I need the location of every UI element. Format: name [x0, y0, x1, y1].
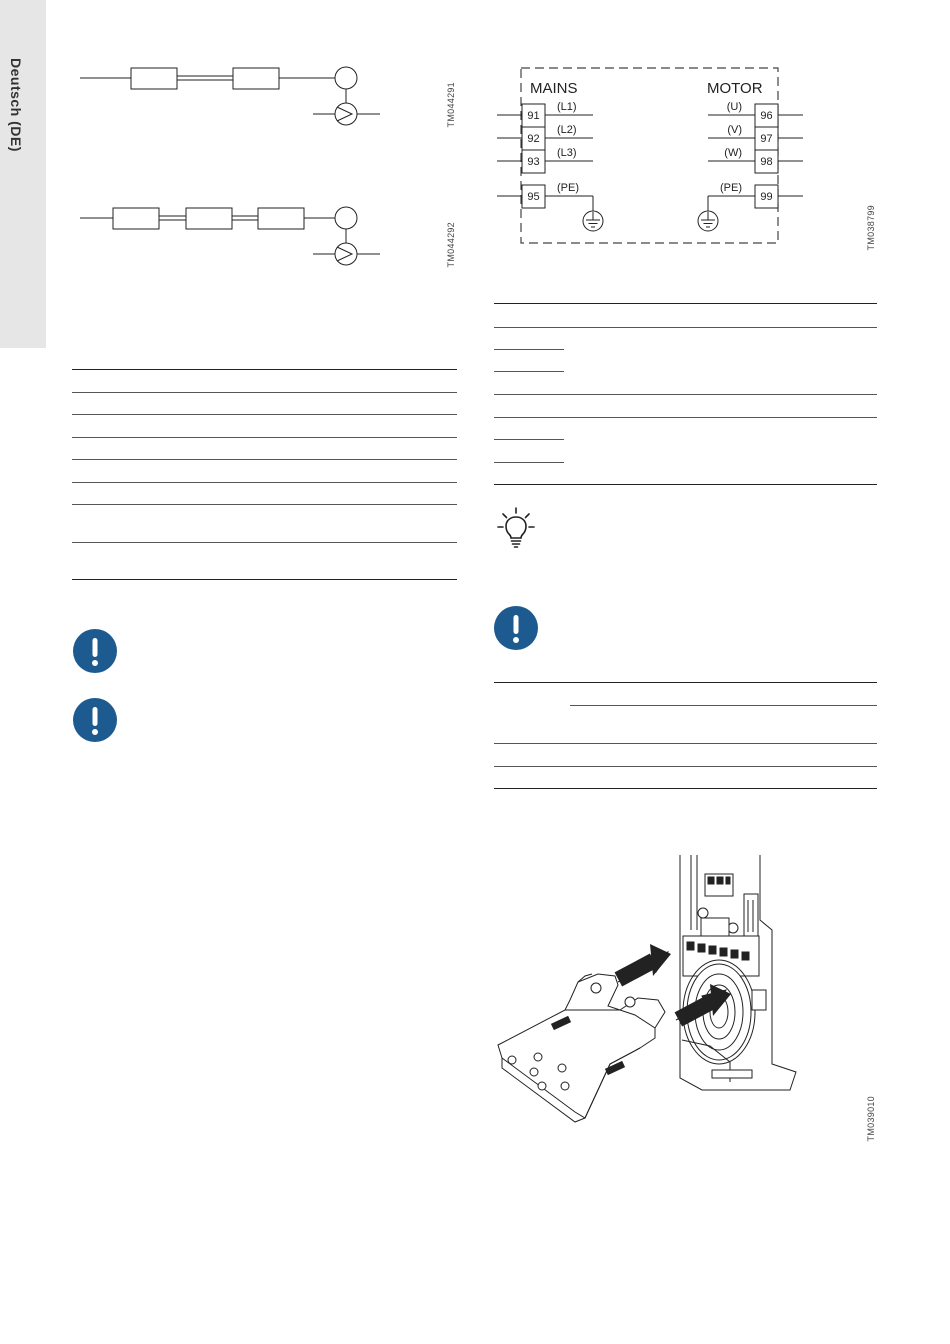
mains-terminal-signal: (L3) [557, 147, 577, 159]
figure-code-schematic-bottom: TM044292 [446, 222, 456, 268]
table-rule [494, 349, 564, 350]
table-rule [494, 417, 877, 418]
table-rule [72, 482, 457, 483]
motor-title: MOTOR [707, 80, 763, 97]
motor-terminal-number: 99 [760, 191, 773, 203]
language-tab-label: Deutsch (DE) [8, 58, 24, 152]
motor-terminal-number: 98 [760, 156, 773, 168]
table-rule [494, 788, 877, 789]
mounting-illustration [490, 850, 810, 1120]
mains-terminal-signal: (L2) [557, 124, 577, 136]
table-rule [72, 392, 457, 393]
ground-icon [698, 211, 718, 231]
warning-icon [494, 606, 538, 650]
table-rule [72, 542, 457, 543]
figure-code-schematic-top: TM044291 [446, 82, 456, 128]
table-rule [494, 327, 877, 328]
warning-icon [73, 629, 117, 673]
table-rule [72, 504, 457, 505]
table-rule [72, 459, 457, 460]
table-rule [72, 369, 457, 370]
ground-icon [583, 211, 603, 231]
lightbulb-icon [496, 506, 536, 550]
table-rule [72, 437, 457, 438]
table-rule [494, 303, 877, 304]
mains-terminal-number: 95 [527, 191, 540, 203]
table-rule [494, 766, 877, 767]
mains-terminal-signal: (PE) [557, 182, 579, 194]
mains-terminal-number: 93 [527, 156, 540, 168]
motor-terminal-number: 96 [760, 110, 773, 122]
wiring-diagram [0, 0, 950, 260]
motor-terminal-signal: (W) [724, 147, 742, 159]
table-rule [72, 414, 457, 415]
motor-terminal-signal: (PE) [720, 182, 742, 194]
table-rule [494, 462, 564, 463]
table-rule [570, 705, 877, 706]
warning-icon [73, 698, 117, 742]
figure-code-mounting: TM039010 [866, 1096, 876, 1142]
motor-terminal-signal: (V) [727, 124, 742, 136]
mains-terminal-number: 91 [527, 110, 540, 122]
mains-title: MAINS [530, 80, 578, 97]
table-rule [494, 484, 877, 485]
table-rule [494, 394, 877, 395]
motor-terminal-number: 97 [760, 133, 773, 145]
figure-code-wiring: TM038799 [866, 205, 876, 251]
table-rule [494, 682, 877, 683]
table-rule [72, 579, 457, 580]
table-rule [494, 439, 564, 440]
table-rule [494, 743, 877, 744]
mains-terminal-number: 92 [527, 133, 540, 145]
mains-terminal-signal: (L1) [557, 101, 577, 113]
table-rule [494, 371, 564, 372]
motor-terminal-signal: (U) [726, 101, 742, 113]
